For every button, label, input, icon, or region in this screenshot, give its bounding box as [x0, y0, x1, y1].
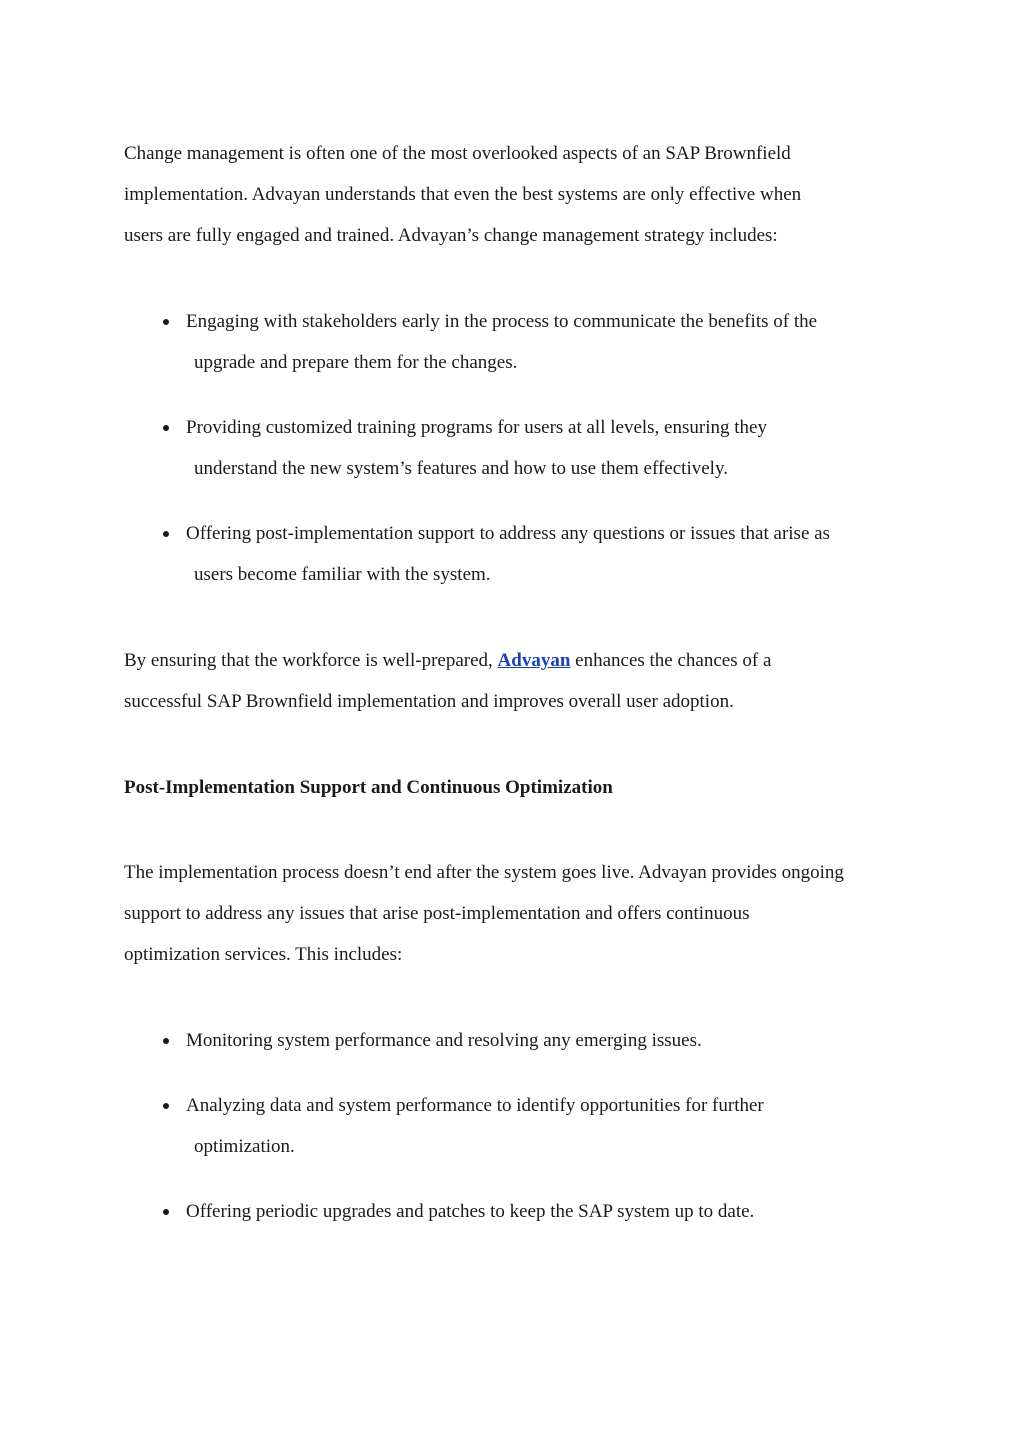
advayan-link[interactable]: Advayan [497, 650, 571, 671]
list-item [0, 1191, 906, 1232]
bullet-icon [163, 319, 169, 325]
bullet-icon [163, 425, 169, 431]
bullet-icon [163, 1209, 169, 1215]
bullet-icon [163, 531, 169, 537]
intro-line: Change management is often one of the most overlooked aspects of an SAP Brownfield [124, 143, 791, 164]
list-item-text: Monitoring system performance and resolving any emerging issues. [186, 1030, 702, 1051]
support-line: The implementation process doesn’t end after the system goes live. Advayan provides ongoing [124, 862, 844, 883]
support-line: optimization services. This includes: [124, 944, 403, 965]
intro-line: users are fully engaged and trained. Advayan’s change management strategy includes: [124, 225, 778, 246]
bullet-icon [163, 1038, 169, 1044]
adoption-line [124, 640, 914, 681]
list-item-text: Offering periodic upgrades and patches to keep the SAP system up to date. [186, 1201, 755, 1222]
list-item [0, 513, 906, 595]
adoption-paragraph [124, 640, 914, 722]
support-list [0, 1020, 906, 1256]
list-item-text: Offering post-implementation support to address any questions or issues that arise as [186, 523, 830, 544]
section-heading: Post-Implementation Support and Continuous Optimization [124, 777, 613, 798]
list-item [0, 1085, 906, 1167]
support-paragraph [124, 852, 914, 975]
adoption-text-before-link: By ensuring that the workforce is well-prepared, [124, 650, 498, 671]
list-item [0, 1020, 906, 1061]
adoption-line-2: successful SAP Brownfield implementation and improves overall user adoption. [124, 691, 734, 712]
list-item [0, 407, 906, 489]
change-management-list [0, 301, 906, 619]
list-item-text: Analyzing data and system performance to identify opportunities for further [186, 1095, 764, 1116]
list-item [0, 301, 906, 383]
intro-paragraph [124, 133, 914, 256]
list-item-text: Engaging with stakeholders early in the process to communicate the benefits of the [186, 311, 818, 332]
list-item-text: Providing customized training programs for users at all levels, ensuring they [186, 417, 767, 438]
adoption-text-after-link: enhances the chances of a [570, 650, 772, 671]
bullet-icon [163, 1103, 169, 1109]
intro-line: implementation. Advayan understands that even the best systems are only effective when [124, 184, 802, 205]
list-item-text-continued: upgrade and prepare them for the changes. [194, 352, 518, 373]
list-item-text-continued: understand the new system’s features and how to use them effectively. [194, 458, 728, 479]
list-item-text-continued: optimization. [194, 1136, 295, 1157]
list-item-text-continued: users become familiar with the system. [194, 564, 491, 585]
support-line: support to address any issues that arise post-implementation and offers continuous [124, 903, 750, 924]
